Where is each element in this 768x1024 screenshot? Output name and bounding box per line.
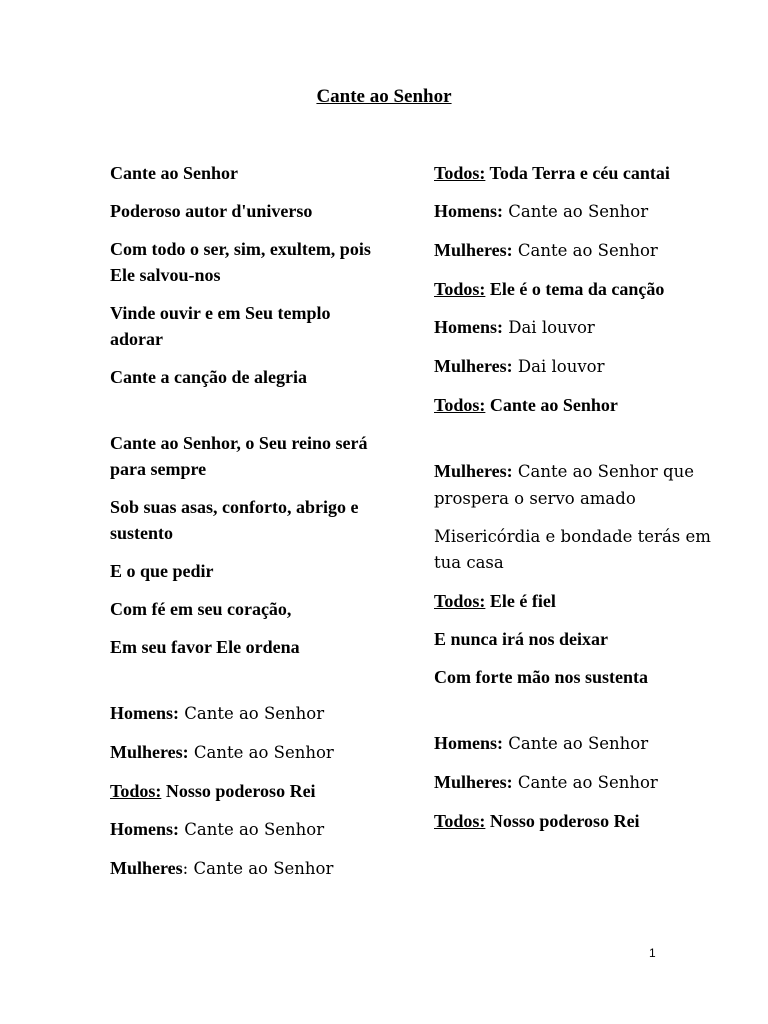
lyric-line: Cante ao Senhor (110, 163, 239, 183)
lyric-line: Homens: Dai louvor (434, 317, 595, 337)
speaker-label: Homens: (110, 819, 179, 839)
stanza-gap (434, 702, 714, 730)
lyric-line: Vinde ouvir e em Seu templo adorar (110, 303, 331, 349)
lyric-line: Todos: Ele é fiel (434, 591, 556, 611)
speaker-label: Homens: (434, 317, 503, 337)
lyric-line: Com forte mão nos sustenta (434, 667, 648, 687)
stanza-gap (110, 402, 380, 430)
lyric-line: Homens: Cante ao Senhor (434, 201, 649, 221)
lyric-line: Homens: Cante ao Senhor (434, 733, 649, 753)
lyric-line: Sob suas asas, conforto, abrigo e sustento (110, 497, 359, 543)
speaker-label: Todos: (110, 781, 162, 801)
stanza-gap (434, 430, 714, 458)
lyric-line: Todos: Ele é o tema da canção (434, 279, 665, 299)
lyric-line: E nunca irá nos deixar (434, 629, 609, 649)
lyrics-right-column (434, 160, 714, 846)
lyric-line: Todos: Nosso poderoso Rei (110, 781, 316, 801)
lyric-line: Cante ao Senhor, o Seu reino será para sempre (110, 433, 368, 479)
speaker-label: Homens: (110, 703, 179, 723)
speaker-label: Todos: (434, 591, 486, 611)
speaker-label: Todos: (434, 811, 486, 831)
lyric-line: Com fé em seu coração, (110, 599, 292, 619)
lyric-line: Misericórdia e bondade terás em tua casa (434, 527, 711, 572)
lyric-line: Homens: Cante ao Senhor (110, 819, 325, 839)
speaker-label: Mulheres (110, 858, 183, 878)
lyric-line: Com todo o ser, sim, exultem, pois Ele salvou-nos (110, 239, 371, 285)
speaker-label: Mulheres: (110, 742, 189, 762)
lyric-line: Homens: Cante ao Senhor (110, 703, 325, 723)
lyric-line: Poderoso autor d'universo (110, 201, 313, 221)
speaker-label: Todos: (434, 395, 486, 415)
lyric-line: Todos: Toda Terra e céu cantai (434, 163, 670, 183)
page-number: 1 (649, 946, 656, 960)
lyric-line: Mulheres: Cante ao Senhor (110, 858, 334, 878)
lyric-line: Cante a canção de alegria (110, 367, 307, 387)
speaker-label: Mulheres: (434, 461, 513, 481)
lyric-line: Todos: Nosso poderoso Rei (434, 811, 640, 831)
document-title: Cante ao Senhor (316, 86, 452, 107)
lyrics-left-column (110, 160, 380, 894)
lyric-line: Mulheres: Cante ao Senhor que prospera o servo amado (434, 461, 694, 508)
lyric-line: Mulheres: Cante ao Senhor (434, 240, 658, 260)
speaker-label: Todos: (434, 279, 486, 299)
speaker-label: Mulheres: (434, 772, 513, 792)
speaker-label: Todos: (434, 163, 486, 183)
lyric-line: Todos: Cante ao Senhor (434, 395, 618, 415)
speaker-label: Mulheres: (434, 356, 513, 376)
speaker-label: Mulheres: (434, 240, 513, 260)
speaker-label: Homens: (434, 733, 503, 753)
lyric-line: E o que pedir (110, 561, 214, 581)
speaker-label: Homens: (434, 201, 503, 221)
lyric-line: Em seu favor Ele ordena (110, 637, 300, 657)
lyric-line: Mulheres: Dai louvor (434, 356, 605, 376)
lyric-line: Mulheres: Cante ao Senhor (434, 772, 658, 792)
stanza-gap (110, 672, 380, 700)
lyric-line: Mulheres: Cante ao Senhor (110, 742, 334, 762)
